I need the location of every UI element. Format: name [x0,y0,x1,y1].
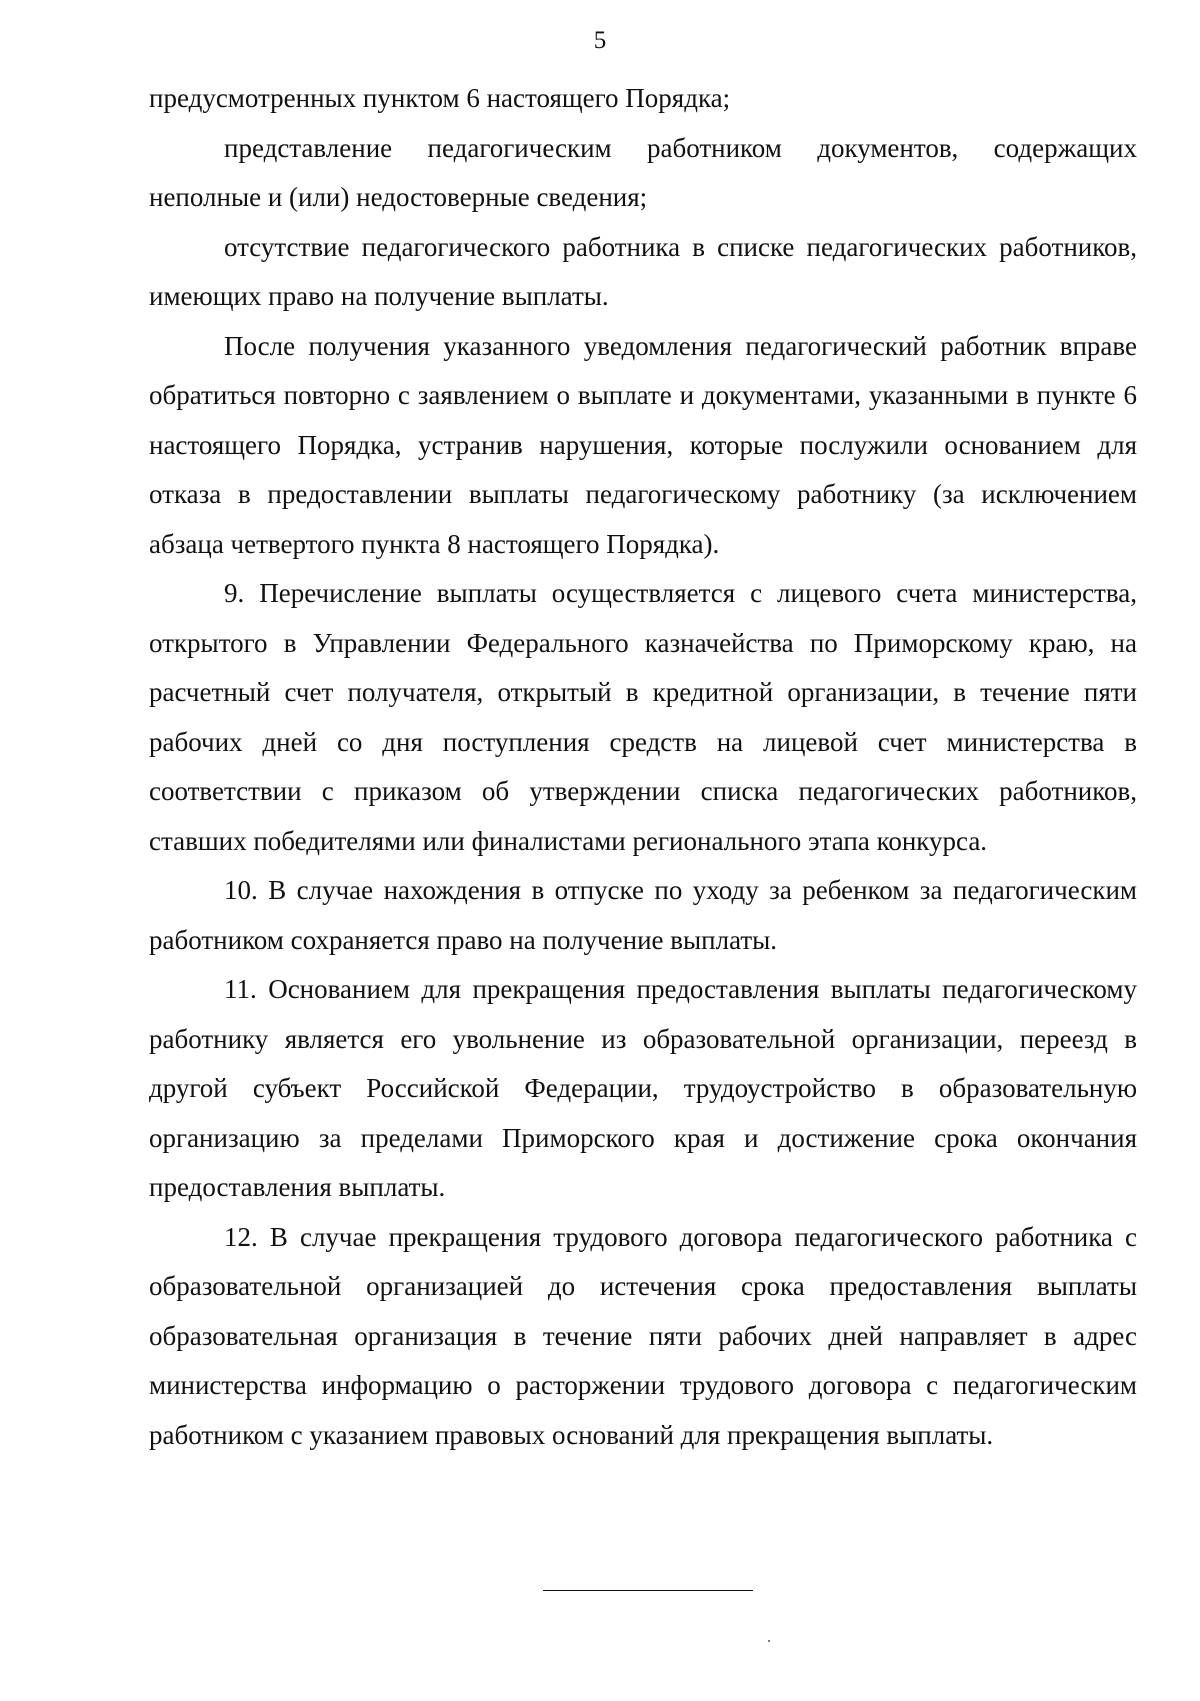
paragraph-item-12: 12. В случае прекращения трудового договора педагогического работника с образовательной организацией до истечения срока предоставления выплаты образовательная организация в течение пяти рабочих дней направляет в адрес министерства информацию о расторжении трудового договора с педагогическим работником с указанием правовых оснований для прекращения выплаты. [149,1221,1137,1450]
page-number: 5 [593,27,607,54]
paragraph-incomplete-documents: представление педагогическим работником документов, содержащих неполные и (или) недостоверные сведения; [149,132,1137,212]
paragraph-not-in-list: отсутствие педагогического работника в списке педагогических работников, имеющих право на получение выплаты. [149,231,1137,311]
paragraph-item-11: 11. Основанием для прекращения предоставления выплаты педагогическому работнику является его увольнение из образовательной организации, переезд в другой субъект Российской Федерации, трудоустройство в образовательную организацию за пределами Приморского края и достижение срока окончания предоставления выплаты. [149,974,1137,1202]
paragraph-item-9: 9. Перечисление выплаты осуществляется с лицевого счета министерства, открытого в Управлении Федерального казначейства по Приморскому краю, на расчетный счет получателя, открытый в кредитной организации, в течение пяти рабочих дней со дня поступления средств на лицевой счет министерства в соответствии с приказом об утверждении списка педагогических работников, ставших победителями или финалистами регионального этапа конкурса. [149,578,1137,856]
paragraph-continuation: предусмотренных пунктом 6 настоящего Порядка; [149,83,731,113]
end-of-document-rule [543,1590,753,1591]
paragraph-item-10: 10. В случае нахождения в отпуске по уходу за ребенком за педагогическим работником сохраняется право на получение выплаты. [149,875,1137,955]
paragraph-reapply: После получения указанного уведомления педагогический работник вправе обратиться повторно с заявлением о выплате и документами, указанными в пункте 6 настоящего Порядка, устранив нарушения, которые послужили основанием для отказа в предоставлении выплаты педагогическому работнику (за исключением абзаца четвертого пункта 8 настоящего Порядка). [149,330,1137,559]
document-body [149,74,1137,1460]
scan-speck [768,1640,770,1642]
